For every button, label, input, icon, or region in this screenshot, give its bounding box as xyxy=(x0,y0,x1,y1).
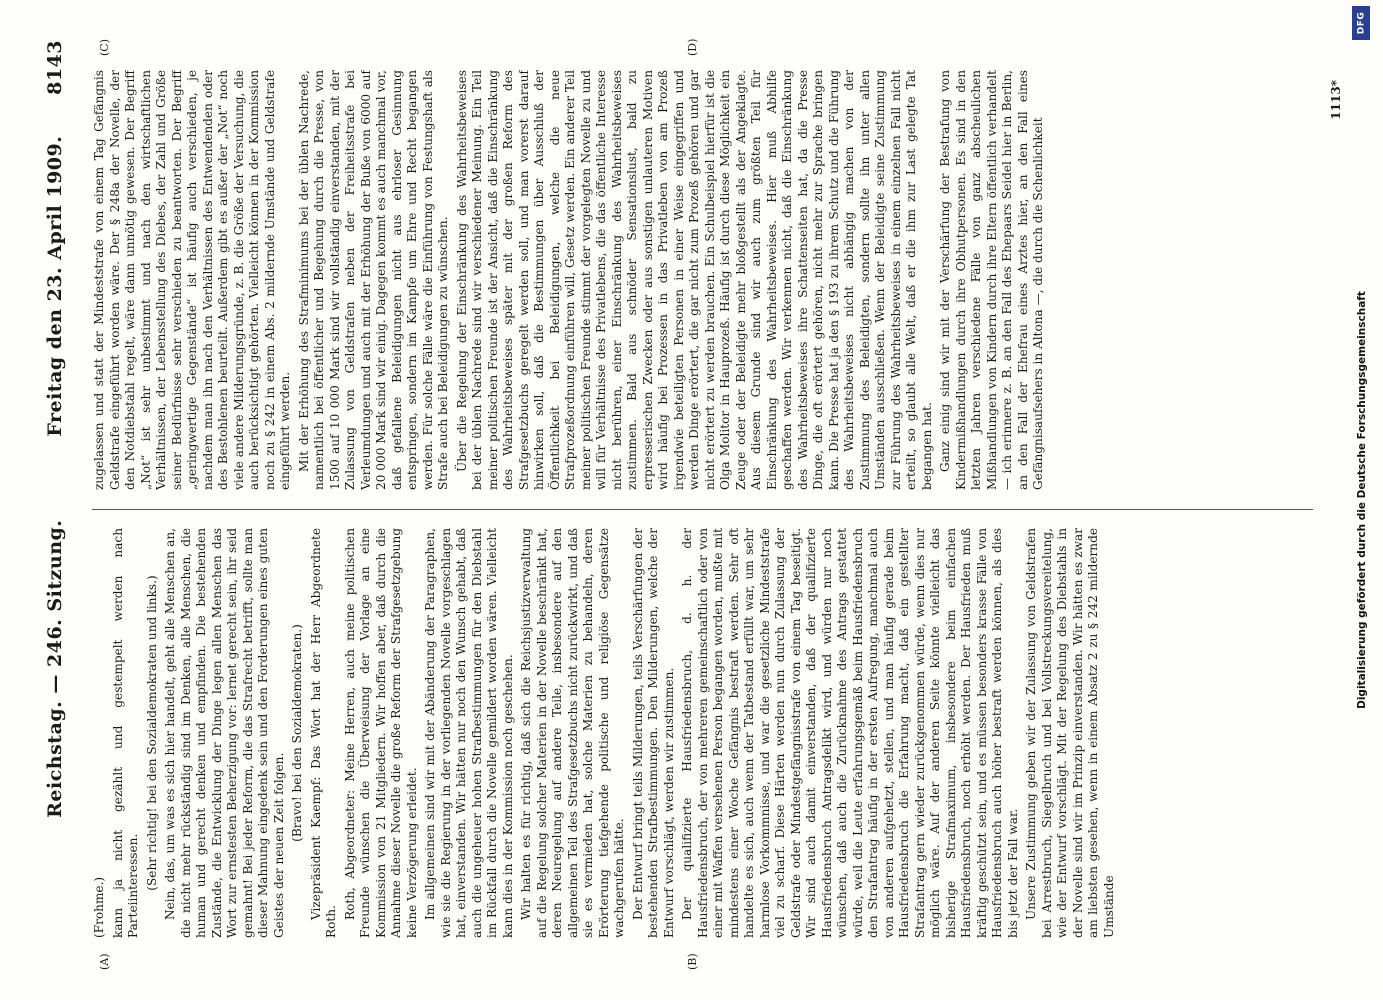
dfg-logo-text: DFG xyxy=(1356,11,1367,35)
paragraph: Mit der Erhöhung des Strafminimums bei der üblen Nachrede, namentlich bei öffentlicher und Begehung durch die Presse, von 1500 auf 10 000 Mark sind wir vollständig einverstanden, mit der Zulassung von Geldstrafen neben der Freiheitsstrafe bei Verleumdungen und auch mit der Erhöhung der Buße von 6000 auf 20 000 Mark sind wir einig. Dagegen kommt es auch manchmal vor, daß gefallene Beleidigungen nicht aus ehrloser Gesinnung entspringen, sondern im Kampfe um Ehre und Recht begangen werden. Für solche Fälle wäre die Einführung von Festungshaft als Strafe auch bei Beleidigungen zu wünschen. xyxy=(296,70,450,490)
interjection: (Bravo! bei den Sozialdemokraten.) xyxy=(290,624,304,842)
paragraph: Im allgemeinen sind wir mit der Abänderung der Paragraphen, wie sie die Regierung in der vorliegenden Novelle vorgeschlagen hat, einverstanden. Wir hätten nur noch den Wunsch gehabt, daß auch die ungeheuer hohen Strafbestimmungen für den Diebstahl im Rückfall durch die Novelle gemildert worden wären. Vielleicht kann dies in der Kommission noch geschehen. xyxy=(423,528,515,938)
margin-marker-a: (A) xyxy=(98,953,111,970)
digitization-strip xyxy=(1340,0,1383,1000)
column-divider xyxy=(92,509,1313,510)
paragraph: Wir halten es für richtig, daß sich die Reichsjustizverwaltung auf die Regelung solcher Materien in der Novelle beschränkt hat, deren Neuregelung auf andere Teile, insbesondere auf den allgemeinen Teil des Strafgesetzbuchs nicht zurückwirkt, und daß sie es vermieden hat, solche Materien zu behandeln, deren Erörterung tiefgehende politische und religiöse Gegensätze wachgerufen hätte. xyxy=(519,528,626,938)
page-number: 8143 xyxy=(44,39,66,95)
paragraph: zugelassen und statt der Mindeststrafe von einem Tag Gefängnis Geldstrafe eingeführt worden wäre. Der § 248a der Novelle, der den Notdiebstahl regelt, wäre dann unnötig gewesen. Der Begriff „Not“ ist sehr unbestimmt und nach den wirtschaftlichen Verhältnissen, der Lebensstellung des Diebes, der Zahl und Größe seiner Bedürfnisse sehr verschieden zu beantworten. Der Begriff „geringwertige Gegenstände“ ist häufig auch verschieden, je nachdem man ihn nach den Verhältnissen des Entwendenden oder des Bestohlenen beurteilt. Außerdem gibt es außer der „Not“ noch viele andere Milderungsgründe, z. B. die Größe der Versuchung, die auch berücksichtigt gehörten. Vielleicht können in der Kommission noch zu § 242 in einem Abs. 2 mildernde Umstände und Geldstrafe eingeführt werden. xyxy=(92,70,292,490)
margin-marker-d: (D) xyxy=(686,38,699,56)
page-header xyxy=(44,40,84,940)
column-left xyxy=(92,528,1313,938)
header-date: Freitag den 23. April 1909. xyxy=(44,135,66,437)
paragraph: Über die Regelung der Einschränkung des Wahrheitsbeweises bei der üblen Nachrede sind wir verschiedener Meinung. Ein Teil meiner politischen Freunde ist der Ansicht, daß die Einschränkung des Wahrheitsbeweises später mit der großen Reform des Strafgesetzbuchs geregelt werden soll, und man vorerst darauf hinwirken soll, daß die Bestimmungen über Ausschluß der Öffentlichkeit bei Beleidigungen, welche die neue Strafprozeßordnung einführen will, Gesetz werden. Ein anderer Teil meiner politischen Freunde stimmt der vorgelegten Novelle zu und will für Verhältnisse des Privatlebens, die das öffentliche Interesse nicht berühren, einer Einschränkung des Wahrheitsbeweises zustimmen. Bald aus schnöder Sensationslust, bald zu erpresserischen Zwecken oder aus sonstigen unlauteren Motiven wird häufig bei Prozessen in das Privatleben von am Prozeß irgendwie beteiligten Personen in einer Weise eingegriffen und werden Dinge erörtert, die gar nicht zum Prozeß gehören und gar nicht erörtert zu werden brauchen. Ein Schulbeispiel hierfür ist die Olga Molitor in Hauprozeß. Häufig ist durch diese Möglichkeit ein Zeuge oder der Beleidigte mehr bloßgestellt als der Angeklagte. Aus diesem Grunde sind wir auch zum größten Teil für Einschränkung des Wahrheitsbeweises. Hier muß Abhilfe geschaffen werden. Wir verkennen nicht, daß die Einschränkung des Wahrheitsbeweises ihre Schattenseiten hat, da die Presse Dinge, die oft erörtert gehören, nicht mehr zur Sprache bringen kann. Die Presse hat ja den § 193 zu ihrem Schutz und die Führung des Wahrheitsbeweises nicht abhängig machen von der Zustimmung des Beleidigten, sondern sollte ihn unter allen Umständen ausschließen. Wenn der Beleidigte seine Zustimmung zur Führung des Wahrheitsbeweises in einem einzelnen Fall nicht erteilt, so glaubt alle Welt, daß er die ihm zur Last gelegte Tat begangen hat. xyxy=(454,70,934,490)
header-left: Reichstag. — 246. Sitzung. xyxy=(44,519,66,818)
funding-notice: Digitalisierung gefördert durch die Deutsche Forschungsgemeinschaft xyxy=(1356,291,1368,709)
margin-marker-b: (B) xyxy=(686,953,699,970)
speaker-paragraph: Roth, Abgeordneter: Meine Herren, auch meine politischen Freunde wünschen die Überweisung der Vorlage an eine Kommission von 21 Mitgliedern. Wir hoffen aber, daß durch die Annahme dieser Novelle die große Reform der Strafgesetzgebung keine Verzögerung erleidet. xyxy=(342,528,419,938)
paragraph: Der qualifizierte Hausfriedensbruch, d. h. der Hausfriedensbruch, der von mehreren gemeinschaftlich oder von einer mit Waffen versehenen Person begangen worden, mußte mit mindestens einer Woche Gefängnis bestraft werden. Sehr oft handelte es sich, auch wenn der Tatbestand erfüllt war, um sehr harmlose Vorkommnisse, und war die gesetzliche Mindeststrafe viel zu scharf. Diese Härten werden nun durch Zulassung der Geldstrafe oder Mindestgefängnisstrafe von einem Tag beseitigt. Wir sind auch damit einverstanden, daß der qualifizierte Hausfriedensbruch Antragsdelikt wird, und würden nur noch wünschen, daß auch die Zurücknahme des Antrags gestattet würde, weil die Leute erfahrungsgemäß beim Hausfriedensbruch den Strafantrag häufig in der ersten Aufregung, manchmal auch von anderen aufgehetzt, stellen, und man häufig gerade beim Hausfriedensbruch die Erfahrung macht, daß ein gestellter Strafantrag gern wieder zurückgenommen würde, wenn dies nur möglich wäre. Auf der anderen Seite könnte vielleicht das bisherige Strafmaximum, insbesondere beim einfachen Hausfriedensbruch, noch erhöht werden. Der Hausfrieden muß kräftig geschützt sein, und es müssen besonders krasse Fälle von Hausfriedensbruch auch höher bestraft werden können, als dies bis jetzt der Fall war. xyxy=(680,528,1020,938)
column-right xyxy=(92,70,1313,490)
interjection: (Sehr richtig! bei den Sozialdemokraten und links.) xyxy=(144,575,159,891)
paragraph: Ganz einig sind wir mit der Verschärfung der Bestrafung von Kindermißhandlungen durch ihre Obhutpersonen. Es sind in den letzten Jahren verschiedene Fälle von ganz abscheulichen Mißhandlungen von Kindern durch ihre Eltern öffentlich verhandelt — ich erinnere z. B. an den Fall des Ehepaars Seidel hier in Berlin, an den Fall der Ehefrau eines Arztes hier, an den Fall eines Gefängnisaufsehers in Altona —, die durch die Schenlichkeit xyxy=(938,70,1045,490)
paragraph: Nein, das, um was es sich hier handelt, geht alle Menschen an, die nicht mehr rückständig sind im Denken, alle Menschen, die human und gerecht denken und empfinden. Die bestehenden Zustände, die Entwicklung der Dinge legen allen Menschen das Wort zur ernstesten Beherzigung vor: lernet gerecht sein, ihr seid gemahnt! Bei jeder Reform, die das Strafrecht betrifft, sollte man dieser Mahnung eingedenk sein und den Forderungen eines guten Geistes der neuen Zeit folgen. xyxy=(163,528,286,938)
page-footer: 1113* xyxy=(1329,80,1343,120)
paragraph: Der Entwurf bringt teils Milderungen, teils Verschärfungen der bestehenden Strafbestimmungen. Den Milderungen, welche der Entwurf vorschlägt, werden wir zustimmen. xyxy=(630,528,676,938)
dfg-logo-icon xyxy=(1352,6,1370,40)
speaker-paragraph: Vizepräsident Kaempf: Das Wort hat der Herr Abgeordnete Roth. xyxy=(308,528,338,938)
paragraph: (Frohme.) xyxy=(92,876,106,938)
margin-marker-c: (C) xyxy=(98,39,111,56)
paragraph: kann ja nicht gezählt und gestempelt werden nach Parteiinteressen. xyxy=(110,528,140,938)
paragraph: Unsere Zustimmung geben wir der Zulassung von Geldstrafen bei Arrestbruch, Siegelbruch und bei Vollstreckungsvereitelung, wie der Entwurf vorschlägt. Mit der Regelung des Diebstahls in der Novelle sind wir im Prinzip einverstanden. Wir hätten es zwar am liebsten gesehen, wenn in einem Absatz 2 zu § 242 mildernde Umstände xyxy=(1024,528,1116,938)
